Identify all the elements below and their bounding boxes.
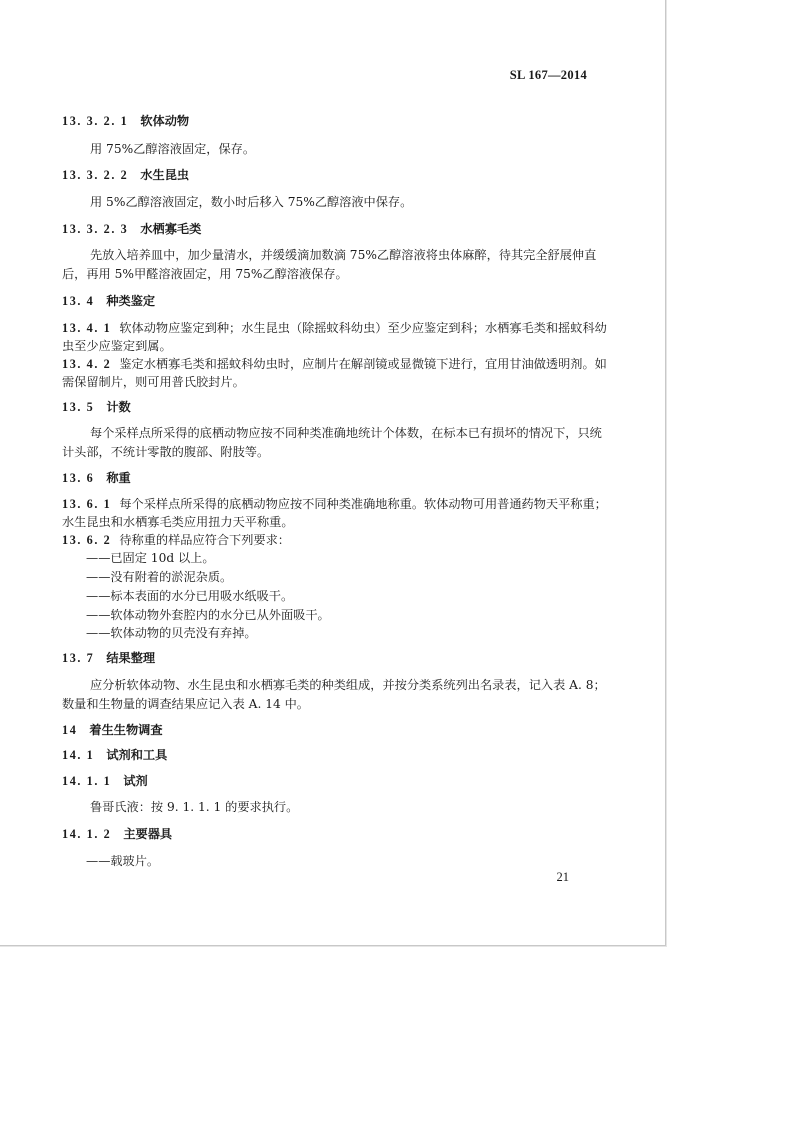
section-14-1-1-heading (62, 772, 148, 790)
paragraph-line: 先放入培养皿中，加少量清水，并缓缓滴加数滴 75%乙醇溶液将虫体麻醉，待其完全舒展伸直 (90, 248, 597, 262)
clause-text: 鉴定水栖寡毛类和摇蚊科幼虫时，应制片在解剖镜或显微镜下进行，宜用甘油做透明剂。如 (119, 357, 607, 371)
section-number: 14. 1. 1 (62, 774, 112, 788)
clause-number: 13. 6. 1 (62, 497, 112, 511)
paragraph-line: 数量和生物量的调查结果应记入表 A. 14 中。 (62, 697, 309, 711)
section-13-7-heading (62, 649, 155, 667)
paragraph: 用 75%乙醇溶液固定，保存。 (90, 142, 256, 156)
section-title: 主要器具 (123, 827, 173, 841)
clause-13-6-1 (62, 495, 607, 513)
section-13-4-heading (62, 292, 155, 310)
paragraph-line: 需保留制片，则可用普氏胶封片。 (62, 375, 245, 389)
list-item: ——软体动物外套腔内的水分已从外面吸干。 (86, 608, 330, 622)
paragraph-line: 每个采样点所采得的底栖动物应按不同种类准确地统计个体数，在标本已有损坏的情况下，只统 (90, 426, 602, 440)
section-number: 13. 7 (62, 651, 95, 665)
section-13-6-heading (62, 469, 131, 487)
section-title: 着生生物调查 (89, 723, 163, 737)
paragraph: 鲁哥氏液：按 9. 1. 1. 1 的要求执行。 (90, 800, 299, 814)
section-13-3-2-3-heading (62, 220, 201, 238)
section-title: 软体动物 (140, 114, 190, 128)
paragraph-line: 后，再用 5%甲醛溶液固定，用 75%乙醇溶液保存。 (62, 267, 348, 281)
section-number: 13. 6 (62, 471, 95, 485)
section-14-1-heading (62, 746, 167, 764)
clause-number: 13. 4. 2 (62, 357, 112, 371)
paragraph-line: 应分析软体动物、水生昆虫和水栖寡毛类的种类组成，并按分类系统列出名录表，记入表 A. 8； (90, 678, 606, 692)
section-title: 试剂和工具 (106, 748, 168, 762)
section-number: 13. 4 (62, 294, 95, 308)
section-title: 水生昆虫 (140, 168, 190, 182)
document-code: SL 167—2014 (509, 68, 587, 82)
clause-number: 13. 6. 2 (62, 533, 112, 547)
section-number: 13. 3. 2. 2 (62, 168, 129, 182)
section-title: 称重 (106, 471, 131, 485)
section-title: 试剂 (123, 774, 148, 788)
section-13-5-heading (62, 398, 131, 416)
clause-text: 软体动物应鉴定到种；水生昆虫（除摇蚊科幼虫）至少应鉴定到科；水栖寡毛类和摇蚊科幼 (119, 321, 607, 335)
paragraph: 用 5%乙醇溶液固定，数小时后移入 75%乙醇溶液中保存。 (90, 195, 413, 209)
paragraph-line: 虫至少应鉴定到属。 (62, 339, 172, 353)
section-number: 13. 3. 2. 3 (62, 222, 129, 236)
list-item: ——已固定 10d 以上。 (86, 551, 215, 565)
clause-13-6-2 (62, 531, 290, 549)
section-title: 水栖寡毛类 (140, 222, 202, 236)
clause-number: 13. 4. 1 (62, 321, 112, 335)
section-number: 14 (62, 723, 78, 737)
section-number: 13. 3. 2. 1 (62, 114, 129, 128)
clause-text: 待称重的样品应符合下列要求： (119, 533, 290, 547)
clause-13-4-1 (62, 319, 607, 337)
clause-text: 每个采样点所采得的底栖动物应按不同种类准确地称重。软体动物可用普通药物天平称重； (119, 497, 607, 511)
section-13-3-2-1-heading (62, 112, 189, 130)
section-14-1-2-heading (62, 825, 172, 843)
section-title: 计数 (106, 400, 131, 414)
paragraph-line: 水生昆虫和水栖寡毛类应用扭力天平称重。 (62, 515, 294, 529)
list-item: ——载玻片。 (86, 854, 160, 868)
section-13-3-2-2-heading (62, 166, 189, 184)
section-title: 种类鉴定 (106, 294, 156, 308)
section-number: 13. 5 (62, 400, 95, 414)
section-title: 结果整理 (106, 651, 156, 665)
page-number: 21 (556, 870, 569, 884)
paragraph-line: 计头部，不统计零散的腹部、附肢等。 (62, 445, 270, 459)
section-number: 14. 1 (62, 748, 95, 762)
clause-13-4-2 (62, 355, 607, 373)
section-14-heading (62, 721, 163, 739)
list-item: ——没有附着的淤泥杂质。 (86, 570, 233, 584)
list-item: ——标本表面的水分已用吸水纸吸干。 (86, 589, 294, 603)
section-number: 14. 1. 2 (62, 827, 112, 841)
list-item: ——软体动物的贝壳没有弃掉。 (86, 626, 257, 640)
